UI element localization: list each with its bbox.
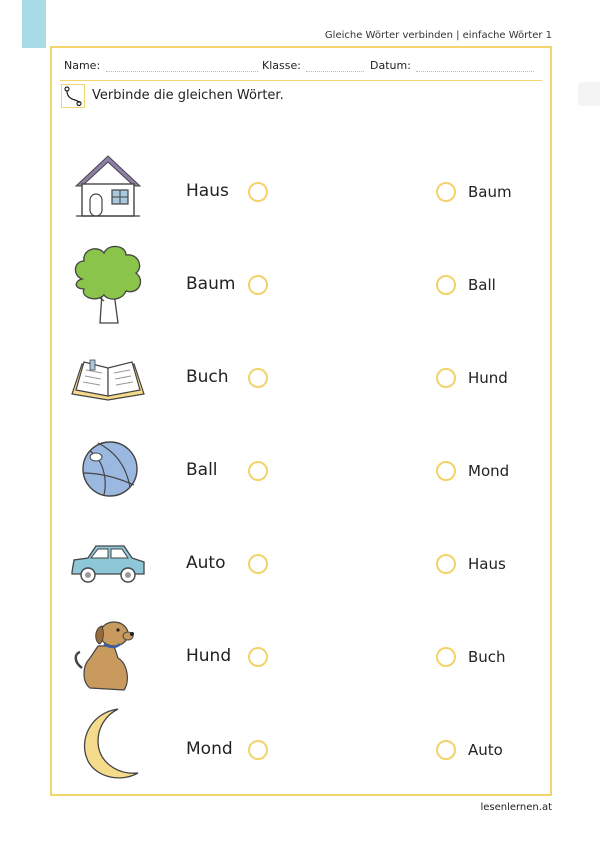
left-connect-circle[interactable] — [248, 368, 268, 388]
date-field[interactable] — [416, 71, 534, 72]
name-field[interactable] — [106, 71, 258, 72]
car-icon — [68, 522, 148, 602]
dog-icon — [68, 609, 148, 695]
name-label: Name: — [64, 59, 101, 72]
side-mark — [578, 82, 600, 106]
list-item — [52, 150, 550, 243]
class-field[interactable] — [306, 71, 364, 72]
list-item — [52, 336, 550, 429]
list-item — [52, 708, 550, 801]
left-connect-circle[interactable] — [248, 275, 268, 295]
left-connect-circle[interactable] — [248, 647, 268, 667]
page-header-title: Gleiche Wörter verbinden | einfache Wörter 1 — [324, 30, 552, 41]
left-word: Haus — [186, 181, 229, 201]
footer-site: lesenlernen.at — [480, 802, 552, 813]
left-word: Hund — [186, 646, 232, 666]
corner-tab — [22, 0, 46, 48]
date-label: Datum: — [370, 59, 411, 72]
left-connect-circle[interactable] — [248, 740, 268, 760]
left-word: Buch — [186, 367, 229, 387]
right-word: Hund — [468, 369, 508, 387]
left-connect-circle[interactable] — [248, 554, 268, 574]
list-item — [52, 243, 550, 336]
right-connect-circle[interactable] — [436, 275, 456, 295]
left-connect-circle[interactable] — [248, 461, 268, 481]
name-row — [64, 59, 538, 77]
left-word: Auto — [186, 553, 226, 573]
right-word: Buch — [468, 648, 506, 666]
worksheet-frame — [50, 46, 552, 796]
left-word: Ball — [186, 460, 218, 480]
left-word: Baum — [186, 274, 236, 294]
right-word: Mond — [468, 462, 510, 480]
right-word: Auto — [468, 741, 503, 759]
list-item — [52, 615, 550, 708]
moon-icon — [68, 700, 148, 786]
left-word: Mond — [186, 739, 233, 759]
right-connect-circle[interactable] — [436, 368, 456, 388]
right-word: Ball — [468, 276, 496, 294]
right-word: Haus — [468, 555, 506, 573]
list-item — [52, 429, 550, 522]
right-connect-circle[interactable] — [436, 554, 456, 574]
left-connect-circle[interactable] — [248, 182, 268, 202]
right-word: Baum — [468, 183, 512, 201]
right-connect-circle[interactable] — [436, 182, 456, 202]
tree-icon — [68, 239, 148, 329]
task-instruction: Verbinde die gleichen Wörter. — [92, 88, 284, 103]
connect-line-icon — [61, 84, 85, 108]
header-rule — [60, 80, 542, 81]
list-item — [52, 522, 550, 615]
book-icon — [68, 336, 148, 416]
ball-icon — [68, 429, 148, 509]
right-connect-circle[interactable] — [436, 461, 456, 481]
house-icon — [68, 150, 148, 230]
class-label: Klasse: — [262, 59, 301, 72]
right-connect-circle[interactable] — [436, 647, 456, 667]
right-connect-circle[interactable] — [436, 740, 456, 760]
